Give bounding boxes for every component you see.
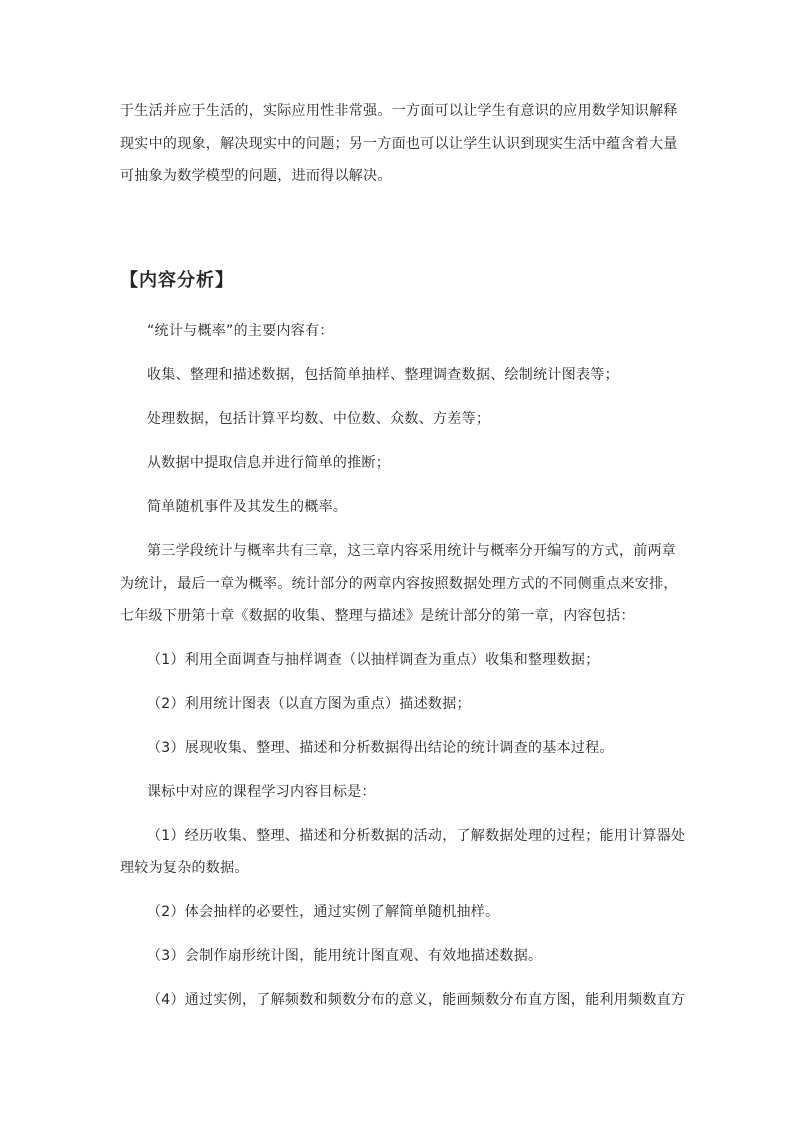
main-content-item-3: 从数据中提取信息并进行简单的推断；	[147, 455, 391, 471]
chapter-paragraph-line-1: 第三学段统计与概率共有三章，这三章内容采用统计与概率分开编写的方式，前两章	[147, 543, 677, 559]
intro-line-3: 可抽象为数学模型的问题，进而得以解决。	[120, 168, 392, 184]
main-content-item-1: 收集、整理和描述数据，包括简单抽样、整理调查数据、绘制统计图表等；	[147, 367, 619, 383]
main-content-item-2: 处理数据，包括计算平均数、中位数、众数、方差等；	[147, 411, 491, 427]
main-content-title: “统计与概率”的主要内容有：	[147, 323, 334, 339]
chapter-paragraph-line-2: 为统计，最后一章为概率。统计部分的两章内容按照数据处理方式的不同侧重点来安排，	[120, 576, 678, 592]
chapter-item-1: （1）利用全面调查与抽样调查（以抽样调查为重点）收集和整理数据；	[147, 652, 600, 668]
goal-2: （2）体会抽样的必要性，通过实例了解简单随机抽样。	[147, 904, 500, 920]
main-content-item-4: 简单随机事件及其发生的概率。	[147, 499, 348, 515]
intro-line-1: 于生活并应于生活的，实际应用性非常强。一方面可以让学生有意识的应用数学知识解释	[120, 103, 678, 119]
goal-3: （3）会制作扇形统计图，能用统计图直观、有效地描述数据。	[147, 948, 543, 964]
goal-1-line-1: （1）经历收集、整理、描述和分析数据的活动，了解数据处理的过程；能用计算器处	[147, 828, 686, 844]
goals-title: 课标中对应的课程学习内容目标是：	[147, 784, 376, 800]
goal-1-line-2: 理较为复杂的数据。	[120, 860, 249, 876]
chapter-item-2: （2）利用统计图表（以直方图为重点）描述数据；	[147, 696, 471, 712]
chapter-item-3: （3）展现收集、整理、描述和分析数据得出结论的统计调查的基本过程。	[147, 740, 614, 756]
goal-4: （4）通过实例，了解频数和频数分布的意义，能画频数分布直方图，能利用频数直方	[147, 992, 686, 1008]
intro-line-2: 现实中的现象，解决现实中的问题；另一方面也可以让学生认识到现实生活中蕴含着大量	[120, 136, 678, 152]
section-heading: 【内容分析】	[120, 270, 234, 291]
chapter-paragraph-line-3: 七年级下册第十章《数据的收集、整理与描述》是统计部分的第一章，内容包括：	[120, 608, 635, 624]
